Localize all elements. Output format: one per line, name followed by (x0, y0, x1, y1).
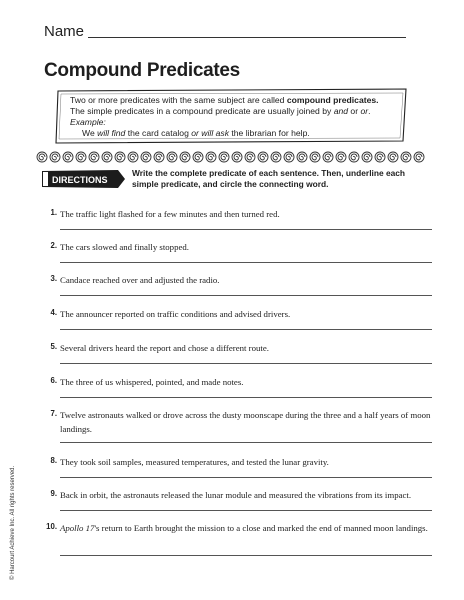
page-title: Compound Predicates (44, 60, 240, 81)
name-row (44, 22, 406, 42)
swirl-ornament-icon (323, 152, 333, 162)
name-write-line[interactable] (88, 37, 406, 38)
exercise-number: 6. (50, 376, 57, 385)
swirl-ornament-icon (271, 152, 281, 162)
swirl-ornament-icon (362, 152, 372, 162)
example-predicate-2: will ask (201, 128, 229, 138)
example-or: or (191, 128, 199, 138)
swirl-ornament-icon (388, 152, 398, 162)
definition-line-2 (70, 106, 400, 117)
swirl-ornament-icon (297, 152, 307, 162)
example-predicate-1: will find (97, 128, 126, 138)
exercise-sentence: Candace reached over and adjusted the radio. (60, 275, 220, 285)
answer-line[interactable] (60, 555, 432, 556)
swirl-ornament-icon (284, 152, 294, 162)
swirl-ornament-icon (154, 152, 164, 162)
swirl-ornament-icon (401, 152, 411, 162)
answer-line[interactable] (60, 329, 432, 330)
exercise-number: 3. (50, 274, 57, 283)
exercise-number: 2. (50, 241, 57, 250)
definition-or: or (360, 106, 369, 116)
swirl-ornament-icon (310, 152, 320, 162)
exercise-number: 10. (46, 522, 57, 531)
exercise-sentence (60, 521, 432, 535)
exercise-sentence: Back in orbit, the astronauts released the lunar module and measured the vibrations from its impact. (60, 490, 412, 500)
swirl-ornament-icon (258, 152, 268, 162)
directions-text: Write the complete predicate of each sentence. Then, underline each simple predicate, and circle the connecting word. (132, 168, 406, 189)
definition-line-1 (70, 95, 400, 106)
directions-badge (40, 169, 126, 189)
swirl-ornament-icon (37, 152, 47, 162)
answer-line[interactable] (60, 510, 432, 511)
definition-line-1-text: Two or more predicates with the same subject are called (70, 95, 287, 105)
definition-box (54, 88, 408, 142)
exercise-number: 4. (50, 308, 57, 317)
exercise-sentence: The three of us whispered, pointed, and made notes. (60, 377, 244, 387)
swirl-ornament-icon (115, 152, 125, 162)
example-part-2: the card catalog (125, 128, 192, 138)
example-sentence (70, 128, 400, 139)
swirl-ornament-icon (206, 152, 216, 162)
exercise-sentence: Twelve astronauts walked or drove across the dusty moonscape during the three and a half years of moon landings. (60, 410, 431, 434)
swirl-ornament-icon (180, 152, 190, 162)
swirl-ornament-icon (349, 152, 359, 162)
mission-name: Apollo 17 (60, 523, 95, 533)
exercise-sentence: The announcer reported on traffic conditions and advised drivers. (60, 309, 291, 319)
exercise-sentence: The cars slowed and finally stopped. (60, 242, 189, 252)
swirl-ornament-icon (219, 152, 229, 162)
swirl-ornament-icon (414, 152, 424, 162)
swirl-border (36, 151, 426, 163)
exercise-sentence-rest: 's return to Earth brought the mission to a close and marked the end of manned moon landings. (94, 523, 428, 533)
exercise-number: 7. (50, 409, 57, 418)
answer-line[interactable] (60, 397, 432, 398)
exercise-sentence: They took soil samples, measured temperatures, and tested the lunar gravity. (60, 457, 329, 467)
exercise-sentence: The traffic light flashed for a few minutes and then turned red. (60, 209, 280, 219)
definition-line-2-text: The simple predicates in a compound predicate are usually joined by (70, 106, 334, 116)
exercise-number: 8. (50, 456, 57, 465)
exercise-sentence: Several drivers heard the report and chose a different route. (60, 343, 269, 353)
answer-line[interactable] (60, 262, 432, 263)
exercise-number: 1. (50, 208, 57, 217)
swirl-ornament-icon (128, 152, 138, 162)
definition-line-2-end: . (368, 106, 371, 116)
swirl-ornament-icon (375, 152, 385, 162)
definition-and: and (333, 106, 349, 116)
definition-term: compound predicates. (286, 95, 379, 105)
answer-line[interactable] (60, 295, 432, 296)
example-part-1: We (82, 128, 98, 138)
name-label: Name (44, 23, 85, 40)
exercise-number: 5. (50, 342, 57, 351)
swirl-ornament-icon (63, 152, 73, 162)
copyright-notice: © Harcourt Achieve Inc. All rights reserved. (10, 465, 16, 580)
swirl-ornament-icon (232, 152, 242, 162)
swirl-ornament-icon (193, 152, 203, 162)
swirl-ornament-icon (245, 152, 255, 162)
example-part-3: the librarian for help. (229, 128, 310, 138)
example-label (70, 117, 400, 128)
swirl-ornament-icon (89, 152, 99, 162)
swirl-ornament-icon (167, 152, 177, 162)
definition-text (70, 95, 400, 139)
swirl-ornament-icon (102, 152, 112, 162)
answer-line[interactable] (60, 477, 432, 478)
swirl-ornament-icon (76, 152, 86, 162)
swirl-ornament-icon (50, 152, 60, 162)
directions-badge-label: DIRECTIONS (52, 175, 108, 185)
example-label-text: Example: (70, 117, 106, 127)
definition-line-2-middle: or (348, 106, 361, 116)
exercise-number: 9. (50, 489, 57, 498)
answer-line[interactable] (60, 229, 432, 230)
swirl-ornament-icon (336, 152, 346, 162)
answer-line[interactable] (60, 363, 432, 364)
swirl-ornament-icon (141, 152, 151, 162)
answer-line[interactable] (60, 442, 432, 443)
